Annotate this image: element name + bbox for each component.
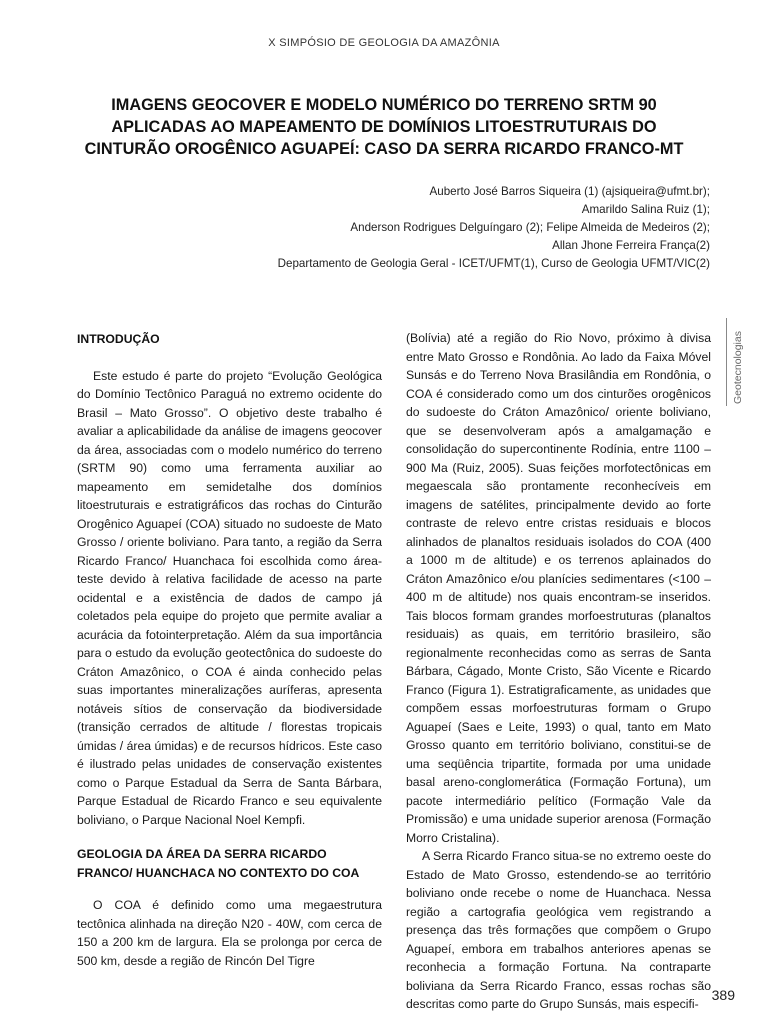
author-line: Auberto José Barros Siqueira (1) (ajsiqueira@ufmt.br); <box>429 185 710 198</box>
section-heading-geology: GEOLOGIA DA ÁREA DA SERRA RICARDO FRANCO/ HUANCHACA NO CONTEXTO DO COA <box>77 847 360 880</box>
author-line: Amarildo Salina Ruiz (1); <box>581 203 710 216</box>
page-number: 389 <box>711 987 735 1003</box>
body-paragraph: A Serra Ricardo Franco situa-se no extremo oeste do Estado de Mato Grosso, estendendo-se ao território boliviano onde recebe o nome de Huanchaca. Nessa região a cartografia geológica vem registrando a presença das três formações que compõem o Grupo Aguapeí, embora em trabalhos anteriores apenas se reconhecia a formação Fortuna. Na contraparte boliviana da Serra Ricardo Franco, essas rochas são descritas como parte do Grupo Sunsás, mais especifi- <box>406 849 711 1011</box>
section-side-tab <box>726 318 768 408</box>
side-tab-label: Geotecnologias <box>732 331 744 404</box>
body-paragraph: (Bolívia) até a região do Rio Novo, próximo à divisa entre Mato Grosso e Rondônia. Ao lado da Faixa Móvel Sunsás e do Terreno Nova Brasilândia em Rondônia, o COA é considerado como um dos cinturões orogênicos do sudoeste do Cráton Amazônico/ oriente boliviano, que se desenvolveram após a amalgamação e consolidação do supercontinente Rodínia, entre 1100 – 900 Ma (Ruiz, 2005). Suas feições morfotectônicas em megaescala são prontamente reconhecíveis em imagens de satélites, principalmente devido ao forte contraste de relevo entre cristas residuais e blocos alinhados de planaltos residuais isolados do COA (400 a 1000 m de altitude) e os terrenos aplainados do Cráton Amazônico e/ou planícies sedimentares (<100 – 400 m de altitude) nos quais encontram-se inseridos. Tais blocos formam grandes morfoestruturas (planaltos residuais) as quais, em território brasileiro, são regionalmente reconhecidas como as serras de Santa Bárbara, Cágado, Monte Cristo, São Vicente e Ricardo Franco (Figura 1). Estratigraficamente, as unidades que compõem essas morfoestruturas formam o Grupo Aguapeí (Saes e Leite, 1993) o qual, tanto em Mato Grosso quanto em território boliviano, constitui-se de uma seqüência tripartite, formada por uma unidade basal areno-conglomerática (Formação Fortuna), um pacote intermediário pelítico (Formação Vale da Promissão) e uma unidade superior arenosa (Formação Morro Cristalina). <box>406 331 711 845</box>
author-block <box>110 183 710 273</box>
intro-paragraph: Este estudo é parte do projeto “Evolução Geológica do Domínio Tectônico Paraguá no extremo ocidente do Brasil – Mato Grosso”. O objetivo deste trabalho é avaliar a aplicabilidade da análise de imagens geocover da área, associadas com o modelo numérico do terreno (SRTM 90) como uma ferramenta auxiliar ao mapeamento em semidetalhe dos domínios litoestruturais e estratigráficos das rochas do Cinturão Orogênico Aguapeí (COA) situado no sudoeste de Mato Grosso / oriente boliviano. Para tanto, a região da Serra Ricardo Franco/ Huanchaca foi escolhida como área-teste devido à relativa facilidade de acesso na parte ocidental e a existência de dados de campo já coletados pela equipe do projeto que permite avaliar a acurácia da fotointerpretação. Além da sua importância para o estudo da evolução geotectônica do sudoeste do Cráton Amazônico, o COA é ainda conhecido pelas suas importantes mineralizações auríferas, apresenta notáveis sítios de conservação da biodiversidade (transição cerrados de altitude / florestas tropicais úmidas / área úmidas) e de recursos hídricos. Este caso é ilustrado pelas unidades de conservação existentes como o Parque Estadual da Serra de Santa Bárbara, Parque Estadual de Ricardo Franco e seu equivalente boliviano, o Parque Nacional Noel Kempfi. <box>77 368 382 827</box>
paper-title <box>40 94 728 160</box>
section-heading-introduction: INTRODUÇÃO <box>77 332 160 346</box>
title-line: IMAGENS GEOCOVER E MODELO NUMÉRICO DO TERRENO SRTM 90 <box>111 96 657 114</box>
title-line: APLICADAS AO MAPEAMENTO DE DOMÍNIOS LITOESTRUTURAIS DO <box>111 118 657 136</box>
title-line: CINTURÃO OROGÊNICO AGUAPEÍ: CASO DA SERRA RICARDO FRANCO-MT <box>84 140 684 158</box>
side-tab-rule <box>726 318 727 406</box>
running-head: X SIMPÓSIO DE GEOLOGIA DA AMAZÔNIA <box>268 37 500 49</box>
author-line: Allan Jhone Ferreira França(2) <box>552 239 710 252</box>
geology-paragraph: O COA é definido como uma megaestrutura tectônica alinhada na direção N20 - 40W, com cerca de 150 a 200 km de largura. Ela se prolonga por cerca de 500 km, desde a região de Rincón Del Tigre <box>77 898 382 968</box>
right-column <box>406 329 711 1014</box>
author-line: Anderson Rodrigues Delguíngaro (2); Felipe Almeida de Medeiros (2); <box>350 221 710 234</box>
left-column <box>77 330 382 970</box>
affiliation-line: Departamento de Geologia Geral - ICET/UFMT(1), Curso de Geologia UFMT/VIC(2) <box>277 257 710 270</box>
